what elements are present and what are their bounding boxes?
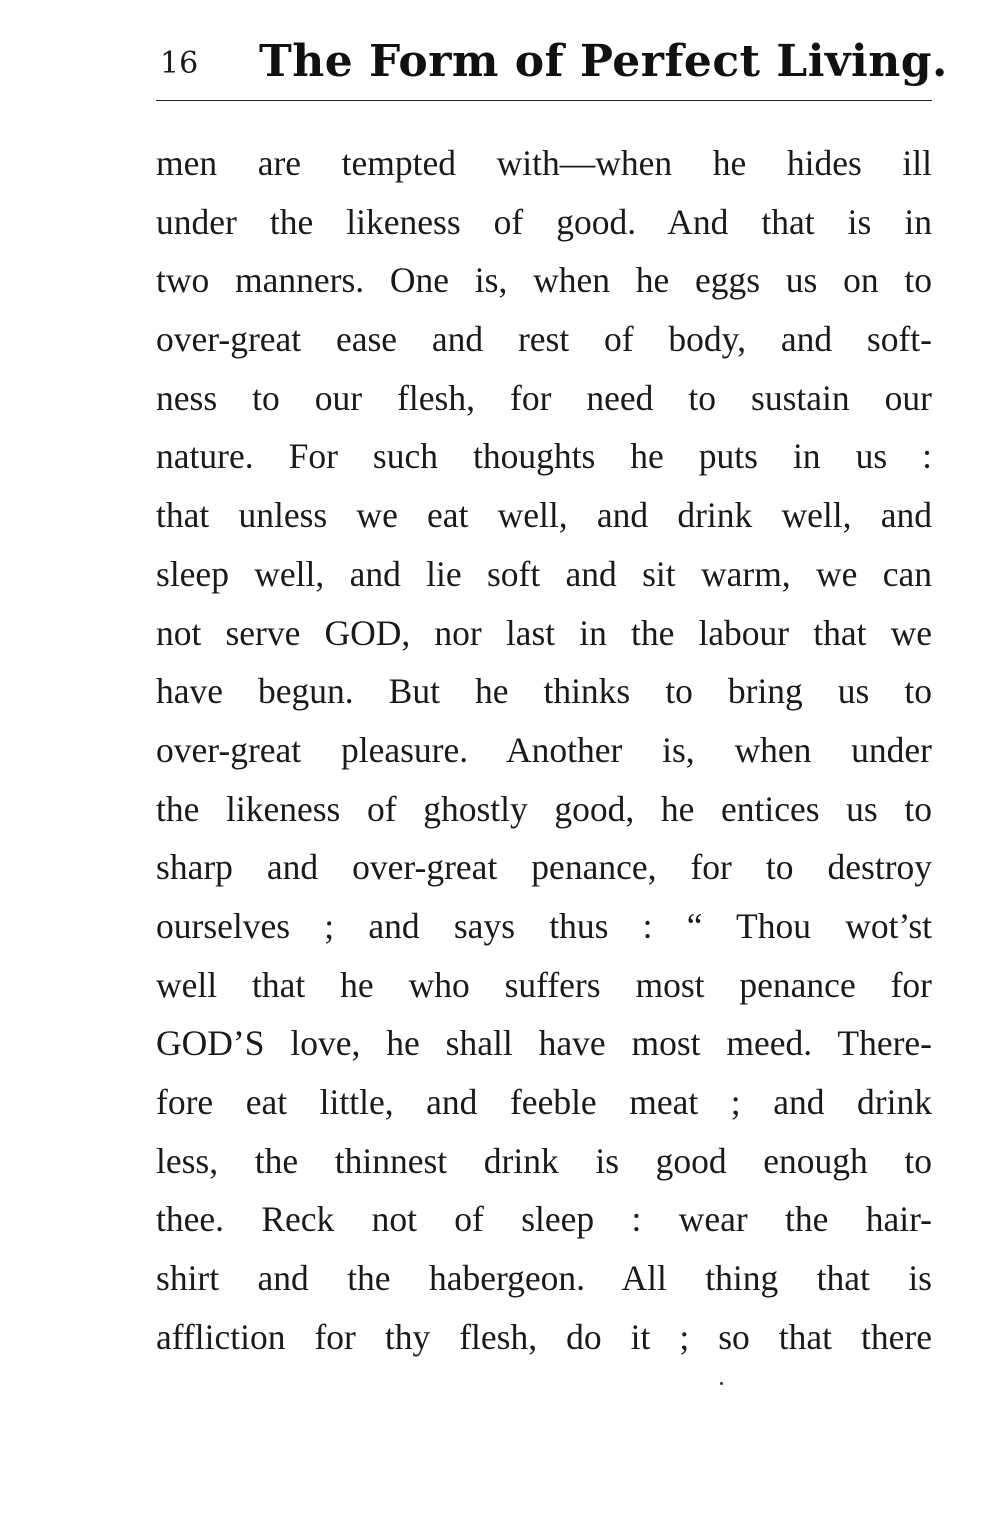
text-line: men are tempted with—when he hides ill bbox=[156, 143, 932, 183]
text-line: affliction for thy flesh, do it ; so that there bbox=[156, 1316, 932, 1357]
text-line: two manners. One is, when he eggs us on to bbox=[156, 260, 932, 301]
text-line: over-great ease and rest of body, and soft- bbox=[156, 319, 932, 360]
text-line: sleep well, and lie soft and sit warm, we can bbox=[156, 553, 932, 594]
ink-speck bbox=[720, 1382, 723, 1385]
page-number: 16 bbox=[160, 46, 199, 81]
body-text bbox=[156, 134, 932, 1366]
text-line: less, the thinnest drink is good enough to bbox=[156, 1140, 932, 1181]
text-line: ness to our flesh, for need to sustain our bbox=[156, 377, 932, 418]
text-line: not serve GOD, nor last in the labour that we bbox=[156, 612, 932, 653]
text-line: ourselves ; and says thus : “ Thou wot’st bbox=[156, 905, 932, 946]
text-line: fore eat little, and feeble meat ; and drink bbox=[156, 1082, 932, 1122]
text-line: that unless we eat well, and drink well, and bbox=[156, 495, 932, 536]
text-line: the likeness of ghostly good, he entices us to bbox=[156, 788, 932, 829]
text-line: sharp and over-great penance, for to destroy bbox=[156, 847, 932, 888]
text-line: shirt and the habergeon. All thing that is bbox=[156, 1258, 932, 1299]
text-line: GOD’S love, he shall have most meed. There- bbox=[156, 1023, 932, 1064]
running-title: The Form of Perfect Living. bbox=[259, 36, 948, 87]
page-header bbox=[156, 28, 948, 98]
text-line: under the likeness of good. And that is in bbox=[156, 201, 932, 242]
text-line: well that he who suffers most penance for bbox=[156, 964, 932, 1005]
text-line: nature. For such thoughts he puts in us : bbox=[156, 436, 932, 477]
text-line: thee. Reck not of sleep : wear the hair- bbox=[156, 1199, 932, 1240]
header-rule bbox=[156, 100, 932, 101]
text-line: have begun. But he thinks to bring us to bbox=[156, 671, 932, 712]
text-line: over-great pleasure. Another is, when under bbox=[156, 729, 932, 770]
